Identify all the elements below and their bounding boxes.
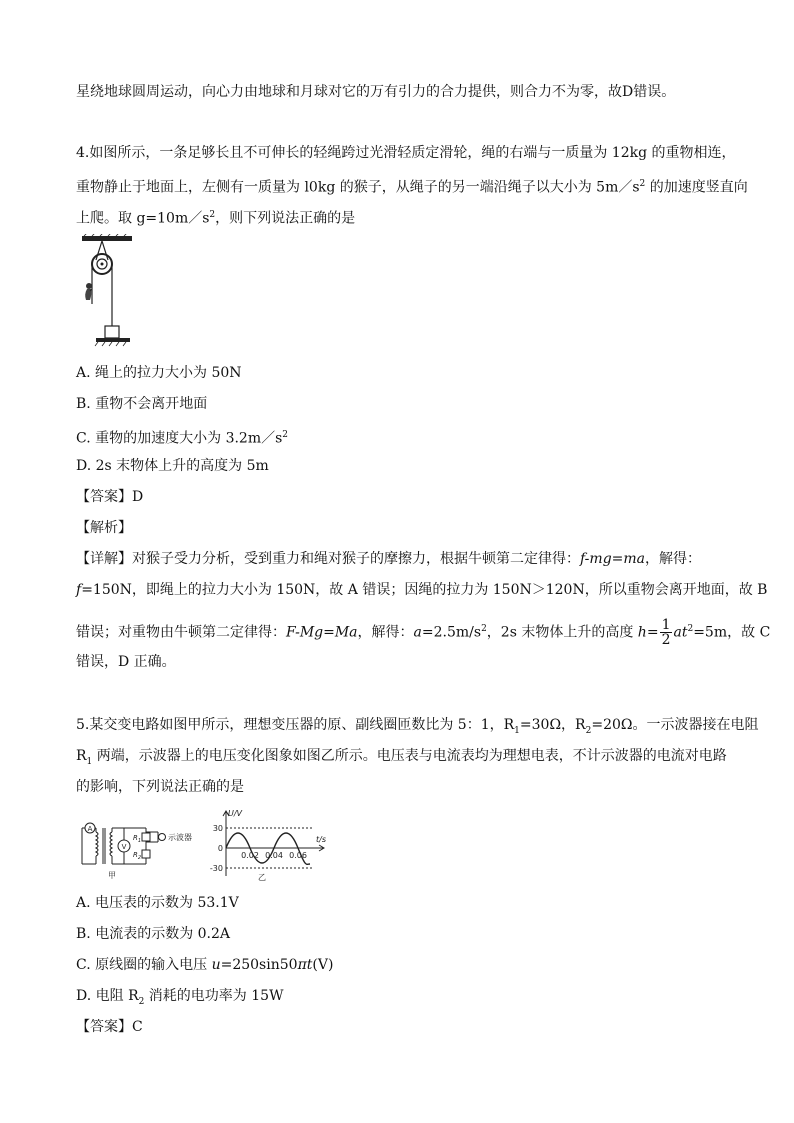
- q5-option-b: B. 电流表的示数为 0.2A: [76, 926, 231, 942]
- y-tick-zero: 0: [217, 844, 223, 853]
- weight-block: [105, 326, 119, 338]
- circuit-figure-jia: [76, 820, 206, 880]
- q5-stem-line-2: $R_1$ 两端，示波器上的电压变化图象如图乙所示。电压表与电流表均为理想电表，不计示波器的电流对电路: [76, 748, 727, 767]
- x-tick-label: 0.02: [241, 851, 259, 860]
- q4-detail-line-2: f=150N，即绳上的拉力大小为 150N，故 A 错误；因绳的拉力为 150N＞120N，所以重物会离开地面，故 B: [76, 582, 768, 598]
- x-tick-label: 0.06: [289, 851, 307, 860]
- monkey-icon: [86, 283, 92, 289]
- q4-stem-line-2: 重物静止于地面上，左侧有一质量为 l0kg 的猴子，从绳子的另一端沿绳子以大小为 $5m/s^2$ 的加速度竖直向: [76, 179, 748, 196]
- q5-option-a: A. 电压表的示数为 53.1V: [76, 895, 239, 911]
- q4-detail-line-1: 【详解】对猴子受力分析，受到重力和绳对猴子的摩擦力，根据牛顿第二定律得：f-mg=ma，解得：: [76, 551, 702, 567]
- y-axis-label: U/V: [228, 809, 243, 818]
- figure-jia-label: 甲: [108, 871, 116, 880]
- q4-analysis-heading: 【解析】: [76, 520, 132, 536]
- q5-option-c: C. 原线圈的输入电压 u=250sin50πt(V): [76, 957, 334, 973]
- q4-stem-line-1: 4.如图所示，一条足够长且不可伸长的轻绳跨过光滑轻质定滑轮，绳的右端与一质量为 12kg 的重物相连，: [76, 145, 736, 161]
- ammeter-label: A: [87, 825, 93, 833]
- r2-label: $R_2$: [133, 851, 142, 861]
- oscilloscope-label: 示波器: [168, 833, 192, 842]
- q4-stem-line-3: 上爬。取 $g=10m/s^2$，则下列说法正确的是: [76, 210, 356, 227]
- fraction-one-half: $\frac{1}{2}$: [661, 617, 671, 649]
- q5-answer: 【答案】C: [76, 1019, 143, 1035]
- figure-yi-label: 乙: [258, 873, 266, 882]
- x-tick-label: 0.04: [265, 851, 283, 860]
- voltmeter-label: V: [121, 843, 127, 851]
- r1-label: $R_1$: [133, 834, 142, 844]
- y-tick-bottom: -30: [209, 864, 223, 873]
- previous-solution-text: 星绕地球圆周运动，向心力由地球和月球对它的万有引力的合力提供，则合力不为零，故D错误。: [76, 84, 676, 100]
- q4-option-a: A. 绳上的拉力大小为 50N: [76, 365, 242, 381]
- q4-answer: 【答案】D: [76, 489, 144, 505]
- q4-option-b: B. 重物不会离开地面: [76, 396, 208, 412]
- waveform-figure-yi: [206, 808, 336, 882]
- pulley-monkey-figure: [78, 234, 136, 350]
- q5-stem-line-1: 5.某交变电路如图甲所示，理想变压器的原、副线圈匝数比为 5：1，$R_1=30\Omega$，$R_2=20\Omega$。一示波器接在电阻: [76, 717, 759, 736]
- q5-option-d: D. 电阻 $R_2$ 消耗的电功率为 15W: [76, 988, 284, 1007]
- x-axis-label: t/s: [316, 835, 326, 844]
- y-tick-top: 30: [212, 824, 223, 833]
- q4-option-d: D. 2s 末物体上升的高度为 5m: [76, 458, 269, 474]
- q5-stem-line-3: 的影响，下列说法正确的是: [76, 779, 244, 795]
- q4-option-c: C. 重物的加速度大小为 $3.2m/s^2$: [76, 430, 289, 447]
- q4-detail-line-4: 错误，D 正确。: [76, 654, 176, 670]
- q4-detail-line-3: 错误；对重物由牛顿第二定律得：F-Mg=Ma，解得：$a=2.5m/s^2$，2s 末物体上升的高度 h= $\frac{1}{2}$ $at^2=5m$，故 C: [76, 617, 771, 649]
